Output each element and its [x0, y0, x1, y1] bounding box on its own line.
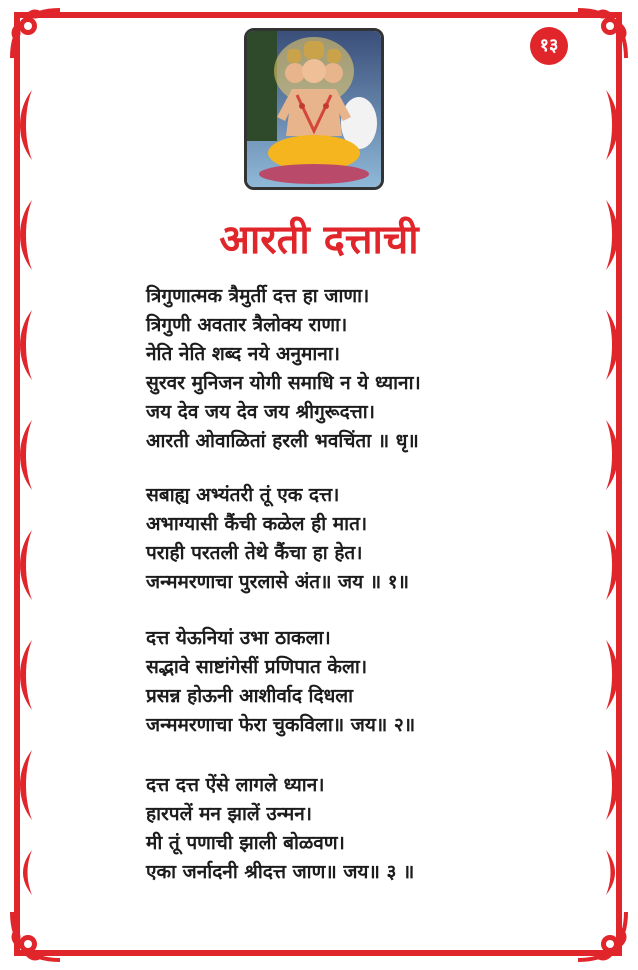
page-title: आरती दत्ताची	[219, 216, 419, 263]
verse-line: अभाग्यासी कैंची कळेल ही मात।	[146, 513, 368, 535]
verse-line: दत्त येऊनियां उभा ठाकला।	[146, 627, 331, 649]
corner-ornament-icon	[574, 908, 630, 964]
stanza-3	[146, 624, 616, 740]
verse-line: जन्ममरणाचा फेरा चुकविला॥ जय॥ २॥	[146, 714, 416, 736]
verse-line: त्रिगुणात्मक त्रैमुर्ती दत्त हा जाणा।	[146, 285, 370, 307]
verse-line: नेति नेति शब्द नये अनुमाना।	[146, 343, 340, 365]
stanza-4	[146, 771, 616, 887]
verse-line: प्रसन्न होऊनी आशीर्वाद दिधला	[146, 685, 354, 707]
side-flourish-icon	[10, 70, 40, 900]
verse-line: पराही परतली तेथे कैंचा हा हेत।	[146, 542, 363, 564]
corner-ornament-icon	[574, 6, 630, 62]
verse-line: जन्ममरणाचा पुरलासे अंत॥ जय ॥ १॥	[146, 571, 410, 593]
verse-line: सबाह्य अभ्यंतरी तूं एक दत्त।	[146, 484, 340, 506]
stanza-1	[146, 282, 616, 456]
stanza-2	[146, 481, 616, 597]
verse-line: मी तूं पणाची झाली बोळवण।	[146, 832, 345, 854]
verse-line: सुरवर मुनिजन योगी समाधि न ये ध्याना।	[146, 372, 421, 394]
dattatreya-image	[244, 28, 384, 190]
verse-line: जय देव जय देव जय श्रीगुरूदत्ता।	[146, 401, 375, 423]
verse-line: एका जर्नादनी श्रीदत्त जाण॥ जय॥ ३ ॥	[146, 861, 415, 883]
verse-line: आरती ओवाळितां हरली भवचिंता ॥ धृ॥	[146, 430, 419, 452]
verse-line: त्रिगुणी अवतार त्रैलोक्य राणा।	[146, 314, 348, 336]
verse-line: हारपलें मन झालें उन्मन।	[146, 803, 312, 825]
page-number-badge: १३	[530, 27, 568, 65]
corner-ornament-icon	[8, 908, 64, 964]
verse-line: सद्भावे साष्टांगेसीं प्रणिपात केला।	[146, 656, 368, 678]
corner-ornament-icon	[8, 6, 64, 62]
verse-line: दत्त दत्त ऐंसे लागले ध्यान।	[146, 774, 325, 796]
